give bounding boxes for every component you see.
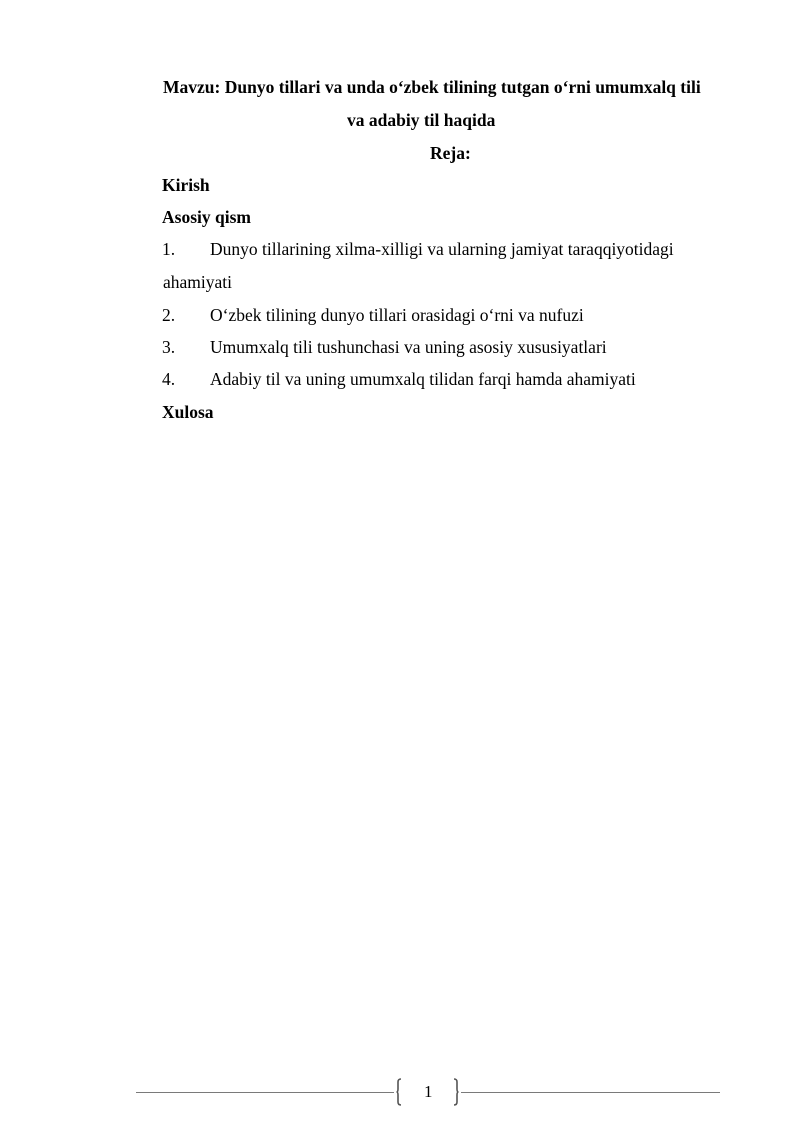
footer-bracket-left-icon <box>396 1078 402 1106</box>
plan-item-text: O‘zbek tilining dunyo tillari orasidagi o‘rni va nufuzi <box>210 305 584 325</box>
page-number: 1 <box>424 1082 433 1101</box>
title-line-2: va adabiy til haqida <box>347 110 496 130</box>
footer-rule-left <box>136 1092 394 1093</box>
title-line-1: Mavzu: Dunyo tillari va unda o‘zbek tilining tutgan o‘rni umumxalq tili <box>163 77 701 97</box>
footer-rule-right <box>461 1092 720 1093</box>
plan-item-number: 3. <box>162 337 176 357</box>
section-conclusion: Xulosa <box>162 402 214 422</box>
plan-item-2 <box>162 305 584 326</box>
plan-item-1-continuation: ahamiyati <box>163 272 233 292</box>
plan-heading: Reja: <box>430 143 471 163</box>
plan-item-number: 2. <box>162 305 176 325</box>
plan-item-number: 4. <box>162 369 176 389</box>
plan-item-number: 1. <box>162 239 176 259</box>
plan-item-text: Dunyo tillarining xilma-xilligi va ularning jamiyat taraqqiyotidagi <box>210 239 674 259</box>
plan-item-4 <box>162 369 636 390</box>
footer-bracket-right-icon <box>453 1078 459 1106</box>
section-intro: Kirish <box>162 175 210 195</box>
plan-item-text: Adabiy til va uning umumxalq tilidan farqi hamda ahamiyati <box>210 369 636 389</box>
plan-item-3 <box>162 337 607 358</box>
section-main-part: Asosiy qism <box>162 207 251 227</box>
plan-item-text: Umumxalq tili tushunchasi va uning asosiy xususiyatlari <box>210 337 607 357</box>
plan-item-1 <box>162 239 674 260</box>
